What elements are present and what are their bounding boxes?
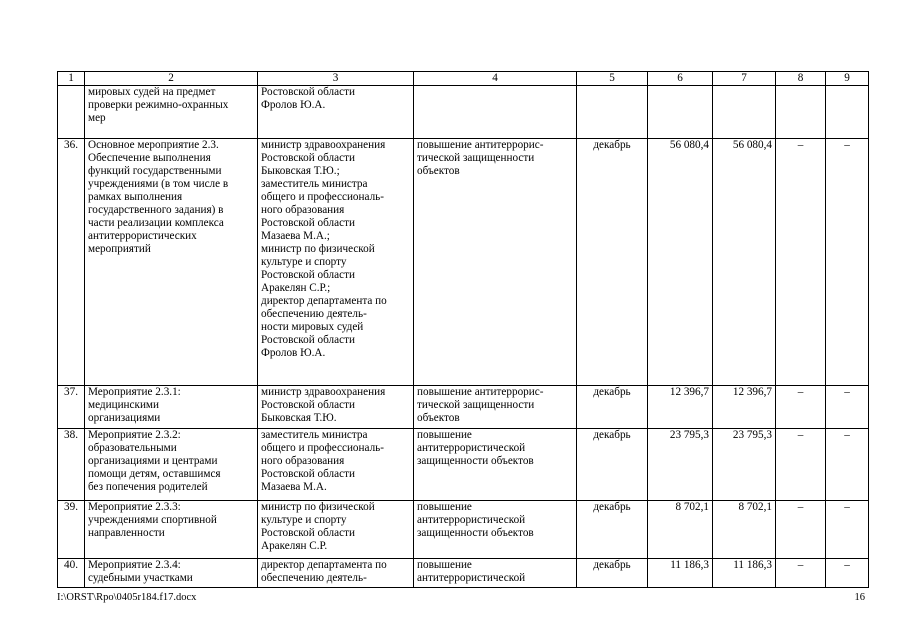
- row-number: 36.: [58, 139, 85, 386]
- table-row: [58, 501, 869, 559]
- amount-col7: 23 795,3: [713, 429, 776, 501]
- amount-col7: 56 080,4: [713, 139, 776, 386]
- amount-col6: 8 702,1: [648, 501, 713, 559]
- column-number: 8: [776, 72, 826, 86]
- amount-col8: –: [776, 501, 826, 559]
- expected-result: повышение антитеррористической: [414, 559, 577, 588]
- amount-col9: –: [826, 501, 869, 559]
- measure-name: Основное мероприятие 2.3. Обеспечение выполнения функций государственными учреждениями (в том числе в рамках выполнения государственного задания) в части реализации комплекса антитеррористических мероприятий: [85, 139, 258, 386]
- amount-col6: 12 396,7: [648, 386, 713, 429]
- column-number: 7: [713, 72, 776, 86]
- table-row: [58, 429, 869, 501]
- amount-col8: –: [776, 559, 826, 588]
- column-number: 2: [85, 72, 258, 86]
- responsible-executor: директор департамента по обеспечению деятель-: [258, 559, 414, 588]
- amount-col6: 11 186,3: [648, 559, 713, 588]
- amount-col8: –: [776, 386, 826, 429]
- measure-name: Мероприятие 2.3.1: медицинскими организациями: [85, 386, 258, 429]
- deadline: декабрь: [577, 429, 648, 501]
- responsible-executor: министр по физической культуре и спорту Ростовской области Аракелян С.Р.: [258, 501, 414, 559]
- measure-name: мировых судей на предмет проверки режимно-охранных мер: [85, 86, 258, 139]
- measure-name: Мероприятие 2.3.4: судебными участками: [85, 559, 258, 588]
- amount-col6: 23 795,3: [648, 429, 713, 501]
- amount-col9: –: [826, 386, 869, 429]
- responsible-executor: заместитель министра общего и профессиональ- ного образования Ростовской области Мазаева М.А.: [258, 429, 414, 501]
- amount-col9: –: [826, 559, 869, 588]
- row-number: 37.: [58, 386, 85, 429]
- expected-result: повышение антитеррорис- тической защищенности объектов: [414, 386, 577, 429]
- column-number: 4: [414, 72, 577, 86]
- amount-col9: –: [826, 139, 869, 386]
- amount-col7: 8 702,1: [713, 501, 776, 559]
- column-number-row: [58, 72, 869, 86]
- row-number: 40.: [58, 559, 85, 588]
- column-number: 1: [58, 72, 85, 86]
- responsible-executor: министр здравоохранения Ростовской области Быковская Т.Ю.; заместитель министра общего и профессиональ- ного образования Ростовской области Мазаева М.А.; министр по физической культуре и спорту Ростовской области Аракелян С.Р.; директор департамента по обеспечению деятель- ности мировых судей Ростовской области Фролов Ю.А.: [258, 139, 414, 386]
- deadline: декабрь: [577, 139, 648, 386]
- measure-name: Мероприятие 2.3.2: образовательными организациями и центрами помощи детям, оставшимся без попечения родителей: [85, 429, 258, 501]
- row-number: 39.: [58, 501, 85, 559]
- amount-col8: –: [776, 429, 826, 501]
- amount-col8: [776, 86, 826, 139]
- responsible-executor: Ростовской области Фролов Ю.А.: [258, 86, 414, 139]
- amount-col6: [648, 86, 713, 139]
- deadline: декабрь: [577, 501, 648, 559]
- measure-name: Мероприятие 2.3.3: учреждениями спортивной направленности: [85, 501, 258, 559]
- table-row: [58, 139, 869, 386]
- column-number: 9: [826, 72, 869, 86]
- amount-col7: [713, 86, 776, 139]
- expected-result: [414, 86, 577, 139]
- column-number: 5: [577, 72, 648, 86]
- responsible-executor: министр здравоохранения Ростовской области Быковская Т.Ю.: [258, 386, 414, 429]
- expected-result: повышение антитеррорис- тической защищенности объектов: [414, 139, 577, 386]
- document-path: I:\ORST\Rpo\0405r184.f17.docx: [57, 592, 197, 603]
- table-row: [58, 86, 869, 139]
- table-row: [58, 386, 869, 429]
- row-number: [58, 86, 85, 139]
- amount-col8: –: [776, 139, 826, 386]
- page-number: 16: [854, 592, 865, 603]
- deadline: декабрь: [577, 386, 648, 429]
- amount-col9: [826, 86, 869, 139]
- amount-col7: 12 396,7: [713, 386, 776, 429]
- expected-result: повышение антитеррористической защищенности объектов: [414, 429, 577, 501]
- column-number: 6: [648, 72, 713, 86]
- measures-table: [57, 71, 869, 588]
- table-row: [58, 559, 869, 588]
- amount-col7: 11 186,3: [713, 559, 776, 588]
- row-number: 38.: [58, 429, 85, 501]
- deadline: декабрь: [577, 559, 648, 588]
- amount-col9: –: [826, 429, 869, 501]
- amount-col6: 56 080,4: [648, 139, 713, 386]
- deadline: [577, 86, 648, 139]
- expected-result: повышение антитеррористической защищенности объектов: [414, 501, 577, 559]
- column-number: 3: [258, 72, 414, 86]
